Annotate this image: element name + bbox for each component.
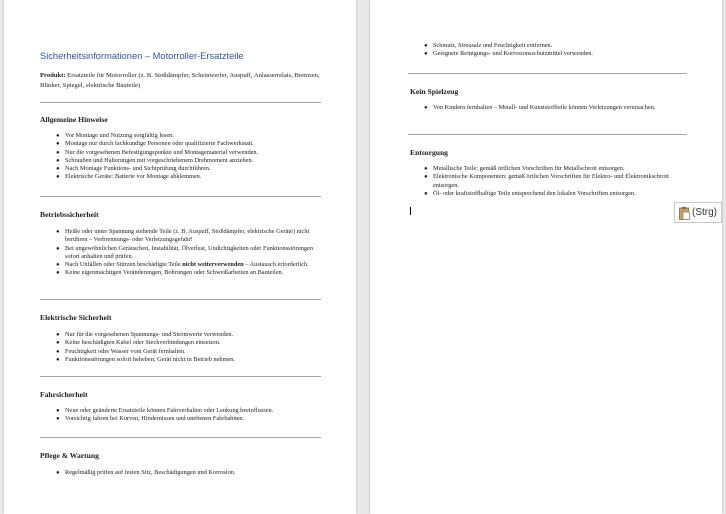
list-item: ● Nach Unfällen oder Stürzen beschädigte Teile nicht weiterverwenden – Austausch erforderlich.: [56, 261, 309, 269]
bullet-icon: ●: [56, 470, 60, 476]
product-paragraph: [40, 71, 325, 90]
bullet-icon: ●: [56, 332, 60, 338]
bullet-icon: ●: [424, 105, 428, 111]
list-item: ● Heiße oder unter Spannung stehende Teile (z. B. Auspuff, Stoßdämpfer, elektrische Geräte) nicht berühren – Verbrennungs- oder Verletzungsgefahr!: [56, 228, 310, 244]
document-page-1: [4, 0, 356, 514]
list-item: ● Metallische Teile: gemäß örtlichen Vorschriften für Metallschrott entsorgen.: [424, 165, 625, 172]
list-disposal: [420, 165, 695, 198]
list-item: ● Von Kindern fernhalten – Metall- und Kunststoffteile können Verletzungen verursachen.: [424, 104, 656, 111]
heading-disposal: Entsorgung: [410, 148, 448, 157]
text-cursor: [410, 207, 411, 215]
section-divider: [40, 196, 321, 197]
bullet-icon: ●: [56, 356, 60, 363]
list-item: ● Montage nur durch fachkundige Personen oder qualifizierte Fachwerkstatt.: [56, 140, 254, 148]
heading-toy: Kein Spielzeug: [410, 87, 459, 96]
bullet-icon: ●: [56, 416, 60, 423]
list-item: ● Feuchtigkeit oder Wasser vom Gerät fernhalten.: [56, 347, 186, 355]
product-text: Ersatzteile für Motorroller (z. B. Stoßdämpfer, Scheinwerfer, Auspuff, Anlasserrelais, Bremsen, Blinker, Spiegel, elektrische Bauteile): [40, 72, 320, 89]
bullet-icon: ●: [56, 157, 60, 164]
list-general: [52, 132, 327, 182]
list-item: ● Keine eigenmächtigen Veränderungen, Bohrungen oder Schweißarbeiten an Bauteilen.: [56, 269, 284, 277]
bullet-icon: ●: [56, 174, 60, 181]
bullet-icon: ●: [424, 43, 428, 49]
bullet-icon: ●: [56, 270, 60, 277]
bullet-icon: ●: [56, 262, 60, 269]
heading-general: Allgemeine Hinweise: [40, 115, 108, 124]
bullet-icon: ●: [56, 245, 60, 252]
section-divider: [40, 376, 321, 377]
heading-care: Pflege & Wartung: [40, 451, 99, 460]
list-item: ● Funktionsstörungen sofort beheben; Gerät nicht in Betrieb nehmen.: [56, 355, 235, 363]
section-divider: [40, 299, 321, 300]
heading-electrical: Elektrische Sicherheit: [40, 313, 112, 322]
list-item: ● Schmutz, Streusalz und Feuchtigkeit entfernen.: [424, 42, 553, 49]
list-item: ● Nur für die vorgesehenen Spannungs- und Stromwerte verwenden.: [56, 331, 234, 338]
bullet-icon: ●: [56, 149, 60, 156]
list-item: ● Bei ungewöhnlichen Geräuschen, Instabilität, Ölverlust, Undichtigkeiten oder Funktionsstörungen sofort anhalten und prüfen.: [56, 244, 313, 260]
list-toy: [420, 104, 695, 112]
bullet-icon: ●: [424, 174, 428, 181]
bullet-icon: ●: [56, 408, 60, 414]
section-divider: [408, 134, 687, 135]
section-divider: [408, 73, 687, 74]
list-care: [52, 469, 327, 477]
list-item: ● Vor Montage und Nutzung sorgfältig lesen.: [56, 132, 174, 139]
section-divider: [40, 437, 321, 438]
list-item: ● Geeignete Reinigungs- und Korrosionsschutzmittel verwenden.: [424, 50, 594, 58]
bullet-icon: ●: [424, 190, 428, 197]
product-label: Produkt:: [40, 72, 66, 79]
list-care-continued: [420, 42, 695, 59]
list-item: ● Regelmäßig prüfen auf festen Sitz, Beschädigungen und Korrosion.: [56, 469, 236, 476]
document-page-2: [370, 0, 722, 514]
list-driving: [52, 407, 327, 424]
bullet-icon: ●: [56, 340, 60, 347]
emphasis-text: nicht weiterverwenden: [182, 261, 244, 269]
heading-operation: Betriebssicherheit: [40, 210, 99, 219]
list-item: ● Neue oder geänderte Ersatzteile können Fahrverhalten oder Lenkung beeinflussen.: [56, 407, 274, 414]
list-electrical: [52, 331, 327, 364]
list-item: ● Nur die vorgesehenen Befestigungspunkte und Montagematerial verwenden.: [56, 148, 259, 156]
bullet-icon: ●: [424, 51, 428, 58]
list-item: ● Öl- oder kraftstoffhaltige Teile entsprechend den lokalen Vorschriften entsorgen.: [424, 189, 636, 197]
paste-options-button[interactable]: [674, 202, 722, 223]
list-item: ● Elektrische Geräte: Batterie vor Montage abklemmen.: [56, 173, 202, 181]
list-item: ● Schrauben und Halterungen mit vorgeschriebenem Drehmoment anziehen.: [56, 156, 254, 164]
list-item: ● Vorsichtig fahren bei Kurven, Hindernissen und unebenen Fahrbahnen.: [56, 415, 245, 423]
bullet-icon: ●: [424, 166, 428, 172]
paste-options-label: (Strg): [692, 207, 717, 218]
clipboard-icon: [679, 206, 690, 220]
list-item: ● Elektronische Komponenten: gemäß örtlichen Vorschriften für Elektro- und Elektronikschrott entsorgen.: [424, 173, 669, 189]
list-operation: [52, 228, 327, 278]
list-item: ● Nach Montage Funktions- und Sichtprüfung durchführen.: [56, 165, 211, 173]
bullet-icon: ●: [56, 166, 60, 173]
bullet-icon: ●: [56, 133, 60, 139]
bullet-icon: ●: [56, 348, 60, 355]
document-title: Sicherheitsinformationen – Motorroller-Ersatzteile: [40, 51, 244, 61]
list-item: ● Keine beschädigten Kabel oder Steckverbindungen einsetzen.: [56, 339, 221, 347]
heading-driving: Fahrsicherheit: [40, 390, 88, 399]
bullet-icon: ●: [56, 141, 60, 148]
section-divider: [40, 102, 321, 103]
bullet-icon: ●: [56, 229, 60, 235]
